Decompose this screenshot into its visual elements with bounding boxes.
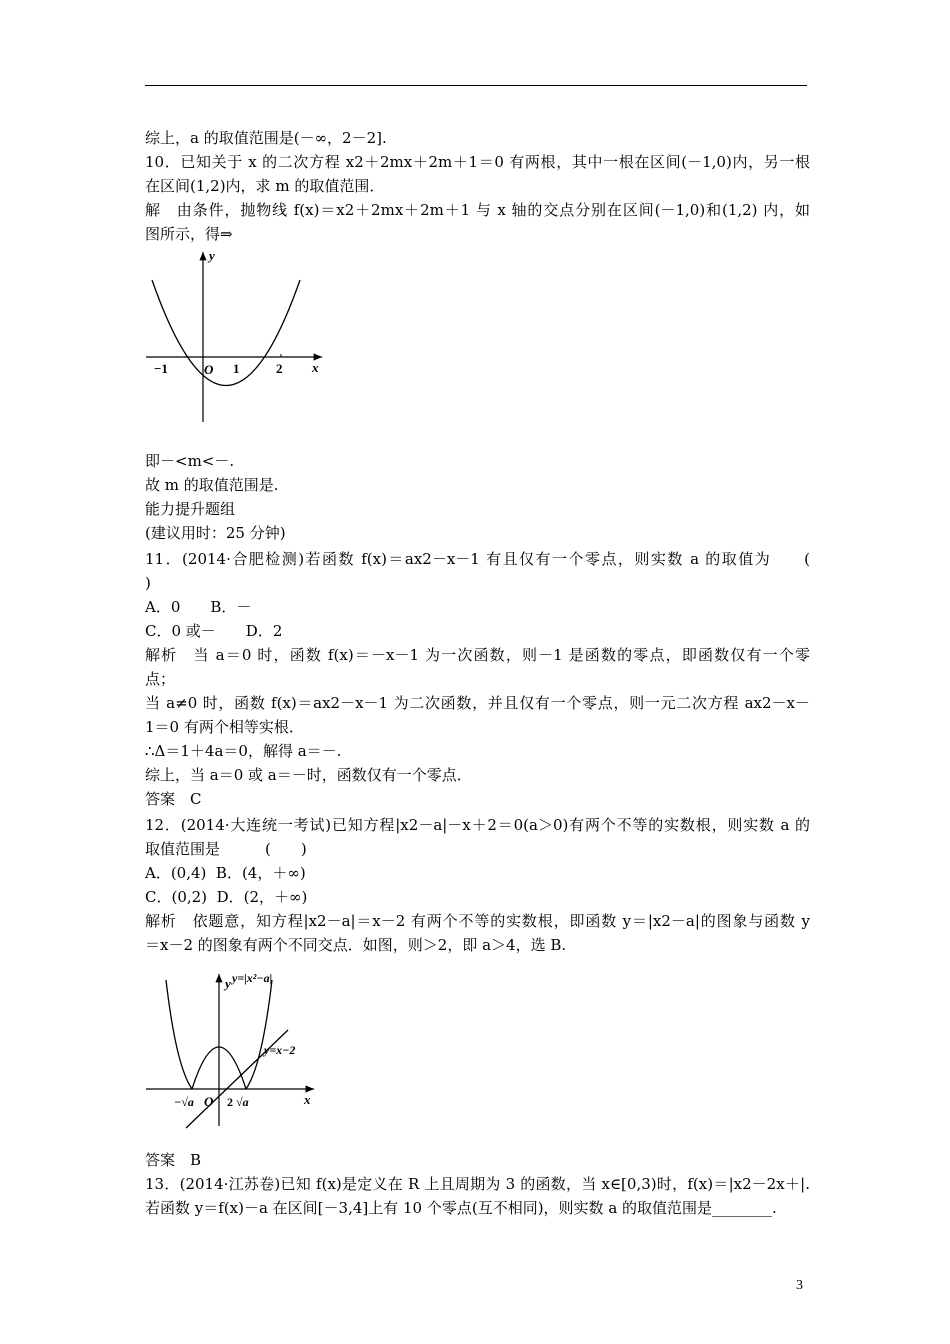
text-line: ＝x－2 的图象有两个不同交点．如图，则＞2，即 a＞4，选 B. bbox=[145, 936, 567, 954]
analysis-line: 解析 依题意，知方程|x2－a|＝x－2 有两个不等的实数根，即函数 y＝|x2－a|的图象与函数 y bbox=[145, 912, 810, 930]
section-heading: 能力提升题组 bbox=[145, 500, 236, 518]
origin-label: O bbox=[204, 362, 214, 377]
text-line: 综上，当 a＝0 或 a＝－时，函数仅有一个零点． bbox=[145, 766, 472, 784]
choice-line: C．0 或－ D．2 bbox=[145, 622, 283, 640]
problem-13-line: 13．(2014·江苏卷)已知 f(x)是定义在 R 上且周期为 3 的函数，当 x∈[0,3)时，f(x)＝|x2－2x＋|. bbox=[145, 1175, 810, 1193]
y-axis-label: y bbox=[209, 248, 215, 263]
x-axis-label: x bbox=[312, 360, 319, 375]
y-axis-label: y bbox=[225, 976, 231, 991]
answer-line: 答案 B bbox=[145, 1151, 202, 1169]
analysis-line: 解析 当 a＝0 时，函数 f(x)＝－x－1 为一次函数，则－1 是函数的零点，即函数仅有一个零 bbox=[145, 646, 810, 664]
text-line: 若函数 y＝f(x)－a 在区间[－3,4]上有 10 个零点(互不相同)，则实数 a 的取值范围是________. bbox=[145, 1199, 777, 1217]
text-line: 故 m 的取值范围是. bbox=[145, 476, 279, 494]
text-line: 图所示，得⇒ bbox=[145, 225, 233, 243]
tick-label: 2 bbox=[276, 361, 283, 376]
text-line: 当 a≠0 时，函数 f(x)＝ax2－x－1 为二次函数，并且仅有一个零点，则一元二次方程 ax2－x－ bbox=[145, 694, 810, 712]
x-axis-label: x bbox=[304, 1092, 311, 1107]
text-line: 取值范围是 ( ) bbox=[145, 840, 307, 858]
text-line: 综上，a 的取值范围是(－∞，2－2]. bbox=[145, 129, 387, 147]
header-rule bbox=[145, 85, 807, 86]
left-branch bbox=[166, 980, 192, 1089]
text-line: (建议用时：25 分钟) bbox=[145, 524, 286, 542]
curve-label: y=|x²−a| bbox=[232, 971, 273, 985]
text-line: 即－<m<－. bbox=[145, 452, 235, 470]
line-label: y=x−2 bbox=[264, 1043, 296, 1057]
tick-label: −1 bbox=[154, 361, 168, 376]
text-line: 在区间(1,2)内，求 m 的取值范围． bbox=[145, 177, 385, 195]
tick-label: −√a bbox=[174, 1095, 194, 1109]
tick-label: 2 bbox=[227, 1095, 233, 1109]
choice-line: A．(0,4) B．(4，＋∞) bbox=[145, 864, 306, 882]
tick-label: √a bbox=[236, 1095, 249, 1109]
problem-10-line: 10．已知关于 x 的二次方程 x2＋2mx＋2m＋1＝0 有两根，其中一根在区间(－1,0)内，另一根 bbox=[145, 153, 810, 171]
right-branch bbox=[246, 980, 272, 1089]
abs-parabola-figure bbox=[140, 960, 330, 1132]
text-line: ∴Δ＝1＋4a＝0，解得 a＝－. bbox=[145, 742, 342, 760]
choice-line: C．(0,2) D．(2，＋∞) bbox=[145, 888, 308, 906]
problem-11-line: 11．(2014·合肥检测)若函数 f(x)＝ax2－x－1 有且仅有一个零点，则实数 a 的取值为 ( bbox=[145, 550, 810, 568]
problem-12-line: 12．(2014·大连统一考试)已知方程|x2－a|－x＋2＝0(a＞0)有两个不等的实数根，则实数 a 的 bbox=[145, 816, 810, 834]
tick-label: 1 bbox=[233, 361, 240, 376]
choice-line: A．0 B．－ bbox=[145, 598, 252, 616]
text-line: 点； bbox=[145, 670, 176, 688]
origin-label: O bbox=[204, 1094, 214, 1109]
parabola-figure bbox=[140, 248, 330, 428]
text-line: 1＝0 有两个相等实根． bbox=[145, 718, 304, 736]
solution-line: 解 由条件，抛物线 f(x)＝x2＋2mx＋2m＋1 与 x 轴的交点分别在区间(－1,0)和(1,2) 内，如 bbox=[145, 201, 810, 219]
page-number: 3 bbox=[796, 1278, 803, 1293]
answer-line: 答案 C bbox=[145, 790, 202, 808]
text-line: ) bbox=[145, 574, 151, 592]
